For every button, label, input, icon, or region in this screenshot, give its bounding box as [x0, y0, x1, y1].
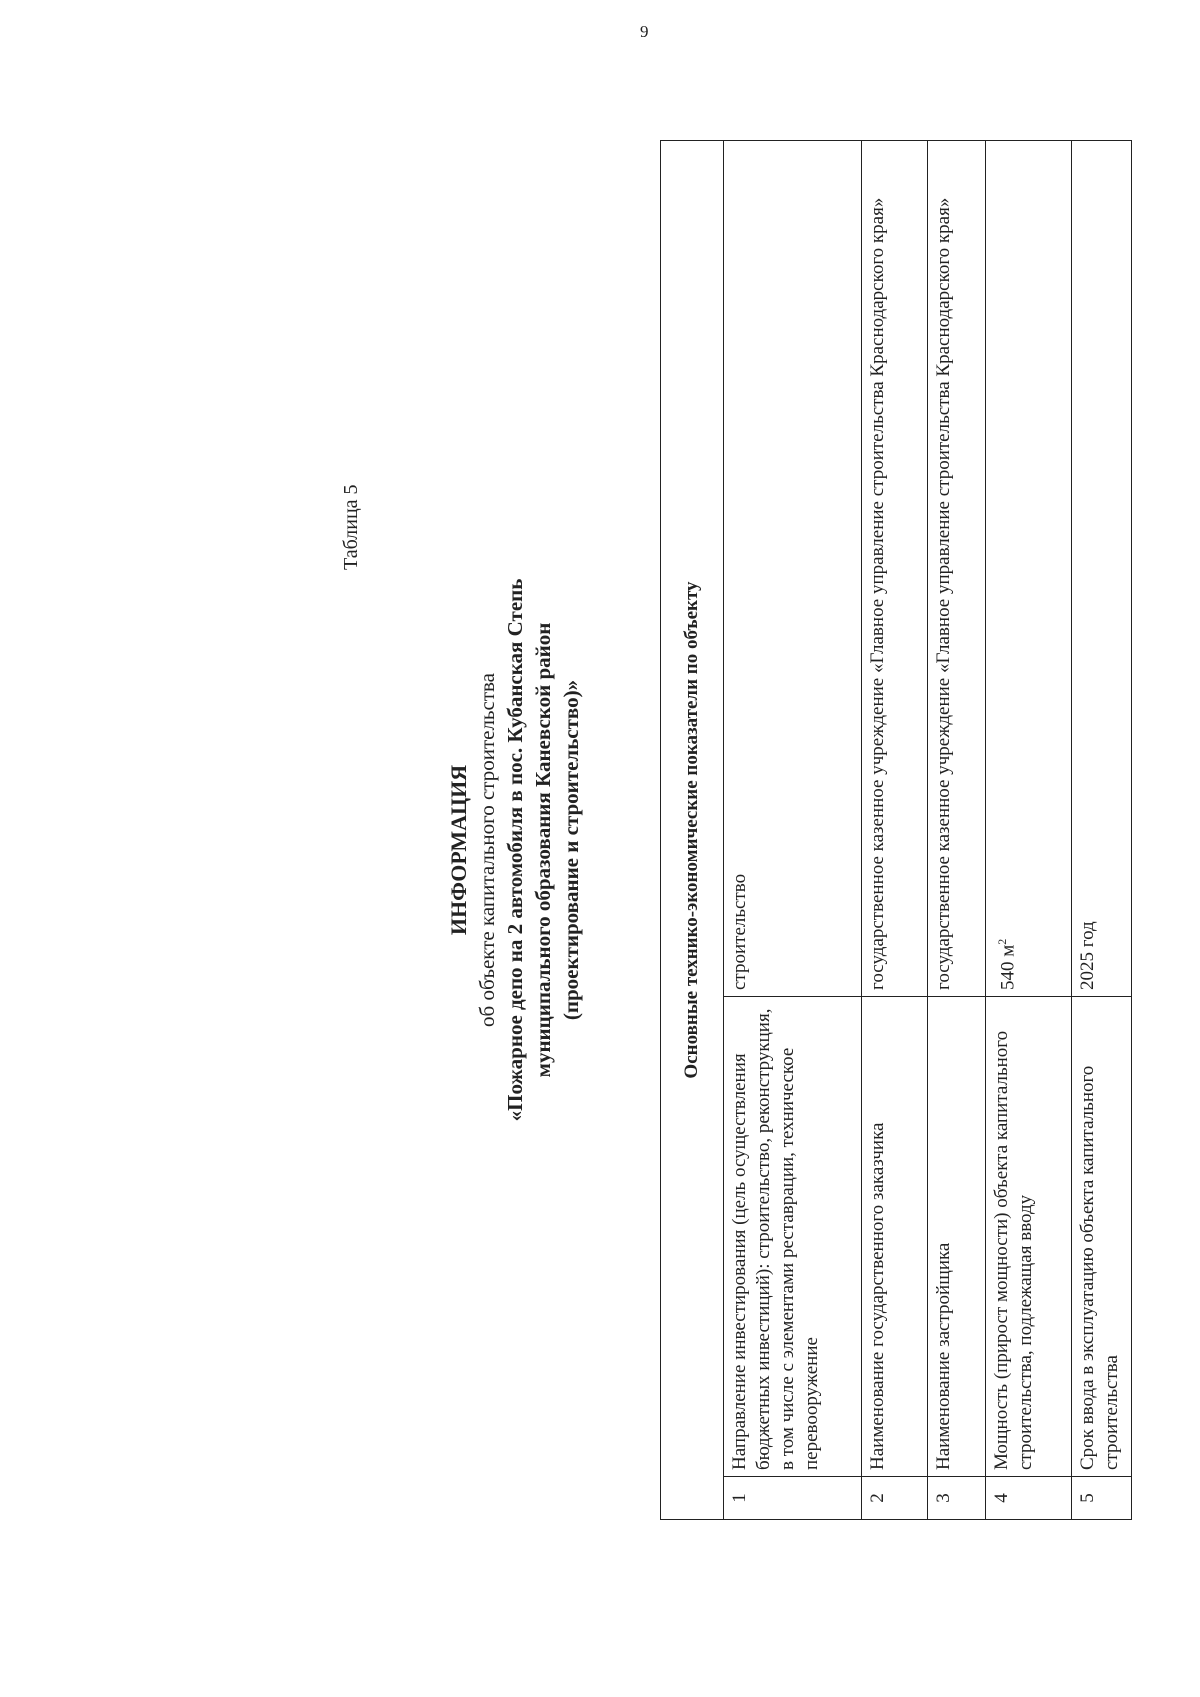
row-value: государственное казенное учреждение «Главное управление строительства Краснодарского края»	[928, 141, 986, 997]
table-row	[862, 141, 928, 1520]
table-section-header-row	[661, 141, 724, 1520]
heading-title: ИНФОРМАЦИЯ	[446, 764, 471, 936]
indicators-table	[660, 140, 1132, 1520]
row-number: 1	[724, 1477, 862, 1520]
row-number: 4	[986, 1477, 1072, 1520]
row-value: строительство	[724, 141, 862, 997]
table-label: Таблица 5	[340, 484, 362, 570]
row-label: Наименование застройщика	[928, 997, 986, 1477]
table-row	[986, 141, 1072, 1520]
row-number: 3	[928, 1477, 986, 1520]
row-value-superscript: 2	[995, 938, 1009, 945]
row-value	[986, 141, 1072, 997]
table-row	[1072, 141, 1132, 1520]
document-heading	[445, 280, 585, 1420]
row-label: Направление инвестирования (цель осуществления бюджетных инвестиций): строительство, реконструкция, в том числе с элементами реставрации, техническое перевооружение	[724, 997, 862, 1477]
row-value-text: 540 м	[997, 944, 1019, 990]
row-number: 5	[1072, 1477, 1132, 1520]
section-header: Основные технико-экономические показатели по объекту	[661, 141, 724, 1520]
table-row	[724, 141, 862, 1520]
row-label: Срок ввода в эксплуатацию объекта капитального строительства	[1072, 997, 1132, 1477]
rotated-landscape-page	[50, 50, 1150, 1650]
heading-line-1: об объекте капитального строительства	[475, 673, 499, 1027]
row-value: 2025 год	[1072, 141, 1132, 997]
page-number: 9	[640, 22, 649, 41]
heading-line-2: «Пожарное депо на 2 автомобиля в пос. Кубанская Степь	[503, 578, 527, 1122]
heading-line-3: муниципального образования Каневской район	[531, 622, 555, 1078]
row-value: государственное казенное учреждение «Главное управление строительства Краснодарского края»	[862, 141, 928, 997]
row-label: Наименование государственного заказчика	[862, 997, 928, 1477]
table-row	[928, 141, 986, 1520]
row-number: 2	[862, 1477, 928, 1520]
row-label: Мощность (прирост мощности) объекта капитального строительства, подлежащая вводу	[986, 997, 1072, 1477]
heading-line-4: (проектирование и строительство)»	[559, 679, 583, 1021]
